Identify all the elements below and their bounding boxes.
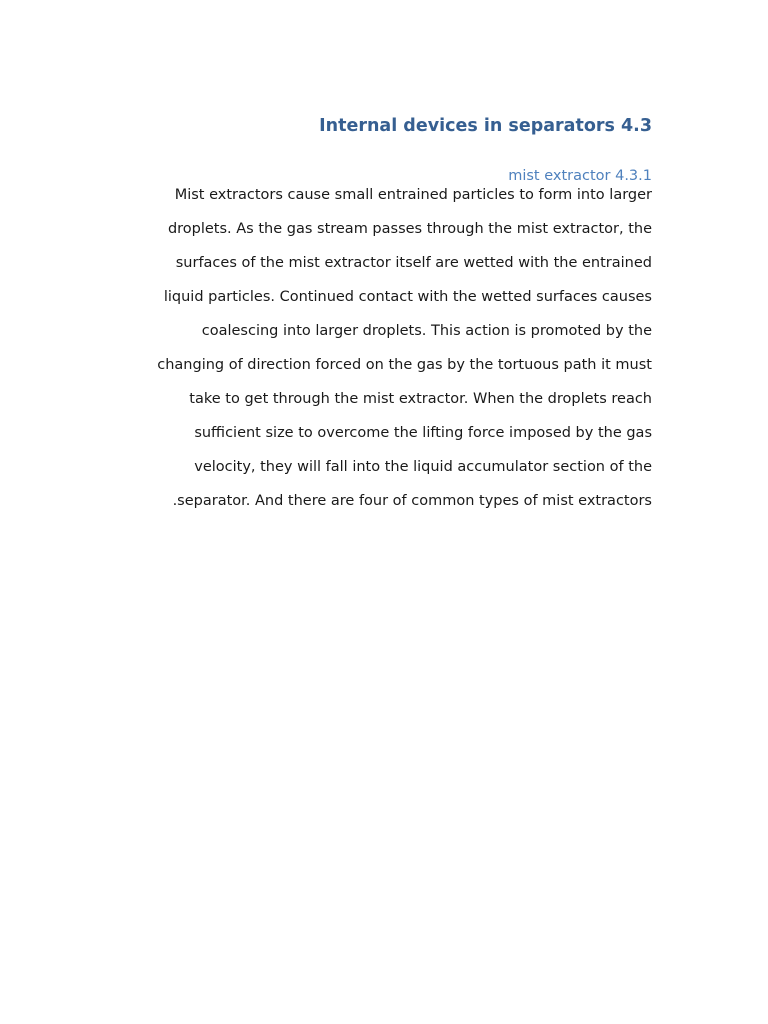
paragraph-line: changing of direction forced on the gas by the tortuous path it must: [157, 357, 652, 373]
paragraph-line: Mist extractors cause small entrained particles to form into larger: [174, 187, 652, 203]
section-heading: Internal devices in separators 4.3: [319, 116, 652, 136]
paragraph-line: surfaces of the mist extractor itself are wetted with the entrained: [175, 255, 652, 271]
paragraph-line: velocity, they will fall into the liquid accumulator section of the: [194, 459, 652, 475]
paragraph-line: droplets. As the gas stream passes through the mist extractor, the: [167, 221, 652, 237]
body-paragraph: [92, 185, 652, 525]
paragraph-line: take to get through the mist extractor. When the droplets reach: [189, 391, 652, 407]
paragraph-line: liquid particles. Continued contact with the wetted surfaces causes: [163, 289, 652, 305]
subsection-heading: mist extractor 4.3.1: [508, 168, 652, 184]
paragraph-line: sufficient size to overcome the lifting force imposed by the gas: [194, 425, 652, 441]
paragraph-line: .separator. And there are four of common types of mist extractors: [172, 493, 652, 509]
paragraph-line: coalescing into larger droplets. This action is promoted by the: [201, 323, 652, 339]
